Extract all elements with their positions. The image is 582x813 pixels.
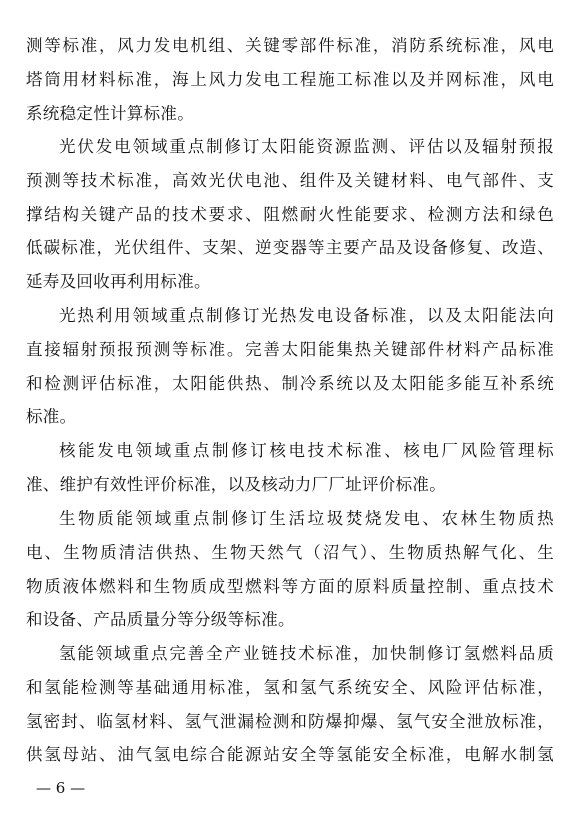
text-line: 延寿及回收再利用标准。 [26,272,211,292]
text-line: 物质液体燃料和生物质成型燃料等方面的原料质量控制、重点技术 [26,576,554,596]
paragraph-biomass [26,502,554,637]
text-line: 和氢能检测等基础通用标准，氢和氢气系统安全、风险评估标准， [26,677,554,697]
text-line: 生物质能领域重点制修订生活垃圾焚烧发电、农林生物质热 [59,509,554,528]
paragraph-nuclear [26,434,554,502]
text-line: 直接辐射预报预测等标准。完善太阳能集热关键部件材料产品标准 [26,339,554,359]
text-line: 氢能领域重点完善全产业链技术标准，加快制修订氢燃料品质 [59,644,554,663]
text-line: 预测等技术标准，高效光伏电池、组件及关键材料、电气部件、支 [26,170,554,190]
text-line: 核能发电领域重点制修订核电技术标准、核电厂风险管理标 [59,441,554,460]
text-line: 测等标准，风力发电机组、关键零部件标准，消防系统标准，风电 [26,36,554,55]
text-line: 低碳标准，光伏组件、支架、逆变器等主要产品及设备修复、改造、 [26,238,554,258]
text-line: 和检测评估标准，太阳能供热、制冷系统以及太阳能多能互补系统 [26,373,554,393]
text-line: 塔筒用材料标准，海上风力发电工程施工标准以及并网标准，风电 [26,69,554,89]
text-line: 准、维护有效性评价标准，以及核动力厂厂址评价标准。 [26,474,446,494]
text-line: 和设备、产品质量分等分级等标准。 [26,610,295,630]
text-line: 供氢母站、油气氢电综合能源站安全等氢能安全标准，电解水制氢 [26,745,554,765]
text-line: 电、生物质清洁供热、生物天然气（沼气）、生物质热解气化、生 [26,542,554,562]
paragraph-photovoltaic [26,130,554,299]
text-line: 撑结构关键产品的技术要求、阻燃耐火性能要求、检测方法和绿色 [26,204,554,224]
paragraph-wind-power-continued [26,29,554,130]
text-line: 氢密封、临氢材料、氢气泄漏检测和防爆抑爆、氢气安全泄放标准， [26,711,554,731]
paragraph-hydrogen [26,637,554,772]
text-line: 光热利用领域重点制修订光热发电设备标准，以及太阳能法向 [59,306,554,325]
text-line: 系统稳定性计算标准。 [26,103,194,123]
paragraph-solar-thermal [26,299,554,434]
page-number: — 6 — [36,779,86,797]
text-line: 光伏发电领域重点制修订太阳能资源监测、评估以及辐射预报 [59,137,554,156]
text-line: 标准。 [26,407,77,427]
